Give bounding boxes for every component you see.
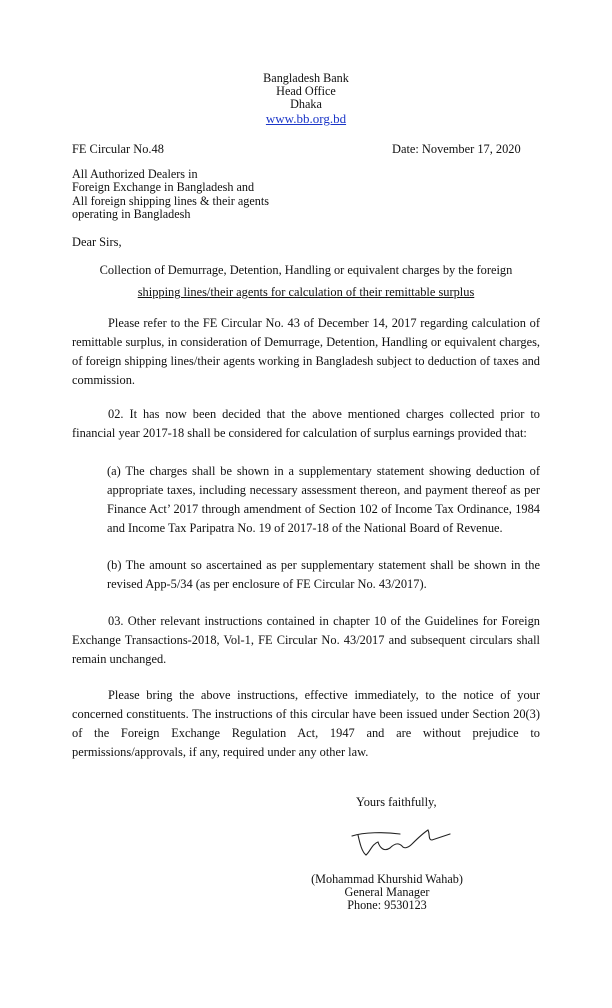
clause-b: (b) The amount so ascertained as per supplementary statement shall be shown in the revised App-5/34 (as per enclosure of FE Circular No. 43/2017). bbox=[107, 558, 540, 591]
paragraph-2: 02. It has now been decided that the above mentioned charges collected prior to financial year 2017-18 shall be considered for calculation of surplus earnings provided that: bbox=[72, 407, 540, 440]
office-name: Head Office bbox=[276, 84, 336, 98]
subject-line-2: shipping lines/their agents for calculation of their remittable surplus bbox=[137, 285, 475, 299]
signatory-block bbox=[81, 873, 612, 912]
org-name: Bangladesh Bank bbox=[263, 71, 349, 85]
subject-line-1: Collection of Demurrage, Detention, Handling or equivalent charges by the foreign bbox=[99, 263, 513, 277]
clause-a: (a) The charges shall be shown in a supplementary statement showing deduction of appropriate taxes, including necessary assessment thereon, and payment thereof as per Finance Act’ 2017 through amendment of Section 102 of Income Tax Ordinance, 1984 and Income Tax Paripatra No. 19 of 2017-18 of the National Board of Revenue. bbox=[107, 464, 540, 535]
signatory-phone: Phone: 9530123 bbox=[347, 898, 427, 912]
letterhead bbox=[0, 72, 612, 126]
signatory-title: General Manager bbox=[344, 885, 430, 899]
closing: Yours faithfully, bbox=[356, 795, 437, 809]
addressee-line: Foreign Exchange in Bangladesh and bbox=[72, 180, 255, 195]
signature-image bbox=[344, 822, 454, 862]
addressee-block bbox=[72, 168, 269, 222]
paragraph-4: Please bring the above instructions, effective immediately, to the notice of your concerned constituents. The instructions of this circular have been issued under Section 20(3) of the Foreign Exchange Regulation Act, 1947 and are without prejudice to permissions/approvals, if any, required under any other law. bbox=[72, 688, 540, 759]
circular-number: FE Circular No.48 bbox=[72, 142, 164, 156]
addressee-line: All Authorized Dealers in bbox=[72, 167, 198, 181]
signatory-name: (Mohammad Khurshid Wahab) bbox=[311, 872, 463, 886]
paragraph-3: 03. Other relevant instructions contained in chapter 10 of the Guidelines for Foreign Exchange Transactions-2018, Vol-1, FE Circular No. 43/2017 and subsequent circulars shall remain unchanged. bbox=[72, 614, 540, 666]
city-name: Dhaka bbox=[290, 97, 322, 111]
addressee-line: All foreign shipping lines & their agents bbox=[72, 193, 269, 208]
website-link[interactable]: www.bb.org.bd bbox=[265, 111, 347, 126]
addressee-line: operating in Bangladesh bbox=[72, 207, 191, 222]
circular-date: Date: November 17, 2020 bbox=[392, 142, 521, 156]
salutation: Dear Sirs, bbox=[72, 235, 122, 249]
paragraph-1: Please refer to the FE Circular No. 43 of December 14, 2017 regarding calculation of remittable surplus, in consideration of Demurrage, Detention, Handling or equivalent charges, of foreign shipping lines/their agents working in Bangladesh subject to deduction of taxes and commission. bbox=[72, 316, 540, 387]
